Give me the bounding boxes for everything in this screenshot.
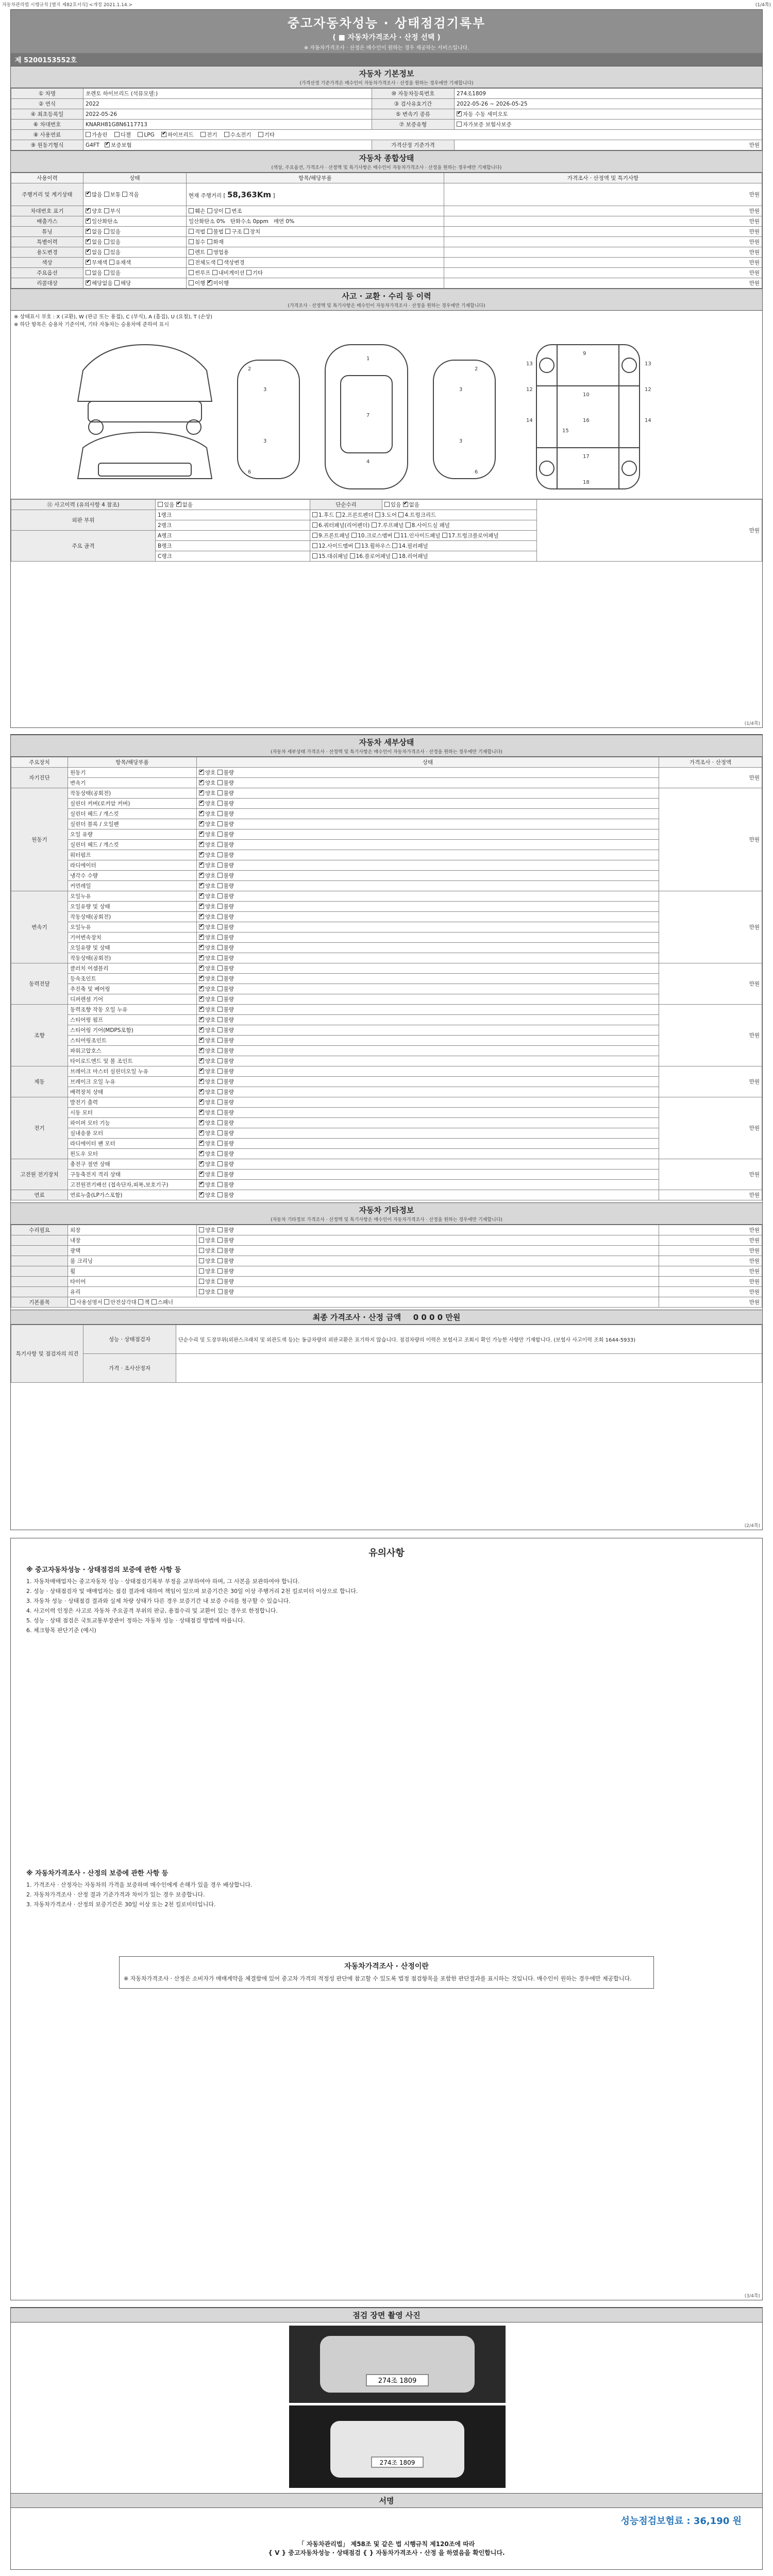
svg-text:9: 9 — [583, 351, 586, 357]
form-law-ref: 자동차관리법 시행규칙 [별지 제82호서식] <개정 2021.1.14.> — [2, 3, 133, 8]
detail-row: 오일유량 및 상태 ✔ 양호 불량 — [11, 943, 762, 953]
sign-header: 서명 — [11, 2493, 762, 2508]
detail-row: 커먼레일 ✔ 양호 불량 — [11, 881, 762, 891]
detail-row: 동력전달 클러치 어셈블리 ✔ 양호 불량 만원 — [11, 963, 762, 974]
detail-table: 주요장치 항목/해당부품 상태 가격조사 · 산정액 자기진단 원동기 ✔ 양호 불량 만원 변속기 ✔ 양호 불량 원동기 작동상태(공회전) ✔ 양호 불량 만원 실린더 커버(로커암 커버) ✔ 양호 불량 실린더 헤드 / 개스킷 ✔ 양호 불량 실린더 블록 / 오일팬 ✔ 양호 불량 오일 유량 ✔ 양호 불량 실린더 헤드 / 개스킷 ✔ 양호 불량 워터펌프 ✔ 양호 불량 라디에이터 ✔ 양호 불량 냉각수 수량 ✔ 양호 불량 커먼레일 ✔ 양호 불량 변속기 오일누유 ✔ 양호 불량 만원 오일유량 및 상태 ✔ 양호 불량 작동상태(공회전) ✔ 양호 불량 오일누유 ✔ 양호 불량 기어변속장치 ✔ 양호 불량 오일유량 및 상태 ✔ 양호 불량 작동상태(공회전) ✔ 양호 불량 동력전달 클러치 어셈블리 ✔ 양호 불량 만원 등속조인트 ✔ 양호 불량 추진축 및 베어링 ✔ 양호 불량 디퍼렌셜 기어 ✔ 양호 불량 조향 동력조향 작동 오일 누유 ✔ 양호 불량 만원 스티어링 펌프 ✔ 양호 불량 스티어링 기어(MDPS포함) ✔ 양호 불량 스티어링조인트 ✔ 양호 불량 파워고압호스 ✔ 양호 불량 타이로드엔드 및 볼 조인트 ✔ 양호 불량 제동 브레이크 마스터 실린더오일 누유 ✔ 양호 불량 만원 브레이크 오일 누유 ✔ 양호 불량 배력장치 상태 ✔ 양호 불량 전기 발전기 출력 ✔ 양호 불량 만원 시동 모터 ✔ 양호 불량 와이퍼 모터 기능 ✔ 양호 불량 실내송풍 모터 ✔ 양호 불량 라디에이터 팬 모터 ✔ 양호 불량 윈도우 모터 ✔ 양호 불량 고전원 전기장치 충전구 절연 상태 ✔ 양호 불량 만원 구동축전지 격리 상태 ✔ 양호 불량 고전원전기배선 (접속단자,피복,보호기구) ✔ 양호 불량 연료 연료누출(LP가스포함) ✔ 양호 불량 만원 — [11, 757, 762, 1200]
svg-text:18: 18 — [583, 480, 590, 485]
title-band — [11, 10, 762, 53]
svg-text:1: 1 — [366, 356, 370, 362]
detail-row: 스티어링조인트 ✔ 양호 불량 — [11, 1036, 762, 1046]
engine-type: G4FT ✔ 보증보험 — [83, 140, 372, 150]
detail-row: 디퍼렌셜 기어 ✔ 양호 불량 — [11, 994, 762, 1005]
detail-row: 실린더 헤드 / 개스킷 ✔ 양호 불량 — [11, 840, 762, 850]
detail-header: 자동차 세부상태 (자동차 세부상태 가격조사 · 산정액 및 특기사항은 매수인이 자동차가격조사 · 산정을 원하는 경우에만 기재합니다) — [11, 735, 762, 757]
svg-text:3: 3 — [459, 438, 463, 444]
page-count: (1/4쪽) — [755, 3, 771, 8]
plate-number: 274조1809 — [455, 89, 762, 99]
detail-row: 실내송풍 모터 ✔ 양호 불량 — [11, 1128, 762, 1139]
doc-note: ※ 자동차가격조사 · 산정은 매수인이 원하는 경우 제공하는 서비스입니다. — [304, 45, 469, 51]
basic-info-table — [11, 88, 762, 150]
detail-row: 원동기 작동상태(공회전) ✔ 양호 불량 만원 — [11, 788, 762, 799]
label: ⑥ 차대번호 — [11, 120, 83, 130]
basic-info-header: 자동차 기본정보 (가격산정 기준가격은 매수인이 자동차가격조사 · 산정을 원하는 경우에만 기재합니다) — [11, 66, 762, 88]
detail-row: 작동상태(공회전) ✔ 양호 불량 — [11, 953, 762, 963]
label: 가격산정 기준가격 — [372, 140, 455, 150]
insurance-fee: 성능점검보험료 : 36,190 원 — [620, 2516, 742, 2527]
page-4 — [10, 2307, 763, 2570]
page-2: 자동차 세부상태 (자동차 세부상태 가격조사 · 산정액 및 특기사항은 매수인이 자동차가격조사 · 산정을 원하는 경우에만 기재합니다) 주요장치 항목/해당부품 상태 가격조사 · 산정액 자기진단 원동기 ✔ 양호 불량 만원 변속기 ✔ 양호 불량 원동기 작동상태(공회전) ✔ 양호 불량 만원 실린더 커버(로커암 커버) ✔ 양호 불량 실린더 헤드 / 개스킷 ✔ 양호 불량 실린더 블록 / 오일팬 ✔ 양호 불량 오일 유량 ✔ 양호 불량 실린더 헤드 / 개스킷 ✔ 양호 불량 워터펌프 ✔ 양호 불량 라디에이터 ✔ 양호 불량 냉각수 수량 ✔ 양호 불량 커먼레일 ✔ 양호 불량 변속기 오일누유 ✔ 양호 불량 만원 오일유량 및 상태 ✔ 양호 불량 작동상태(공회전) ✔ 양호 불량 오일누유 ✔ 양호 불량 기어변속장치 ✔ 양호 불량 오일유량 및 상태 ✔ 양호 불량 작동상태(공회전) ✔ 양호 불량 동력전달 클러치 어셈블리 ✔ 양호 불량 만원 등속조인트 ✔ 양호 불량 추진축 및 베어링 ✔ 양호 불량 디퍼렌셜 기어 ✔ 양호 불량 조향 동력조향 작동 오일 누유 ✔ 양호 불량 만원 스티어링 펌프 ✔ 양호 불량 스티어링 기어(MDPS포함) ✔ 양호 불량 스티어링조인트 ✔ 양호 불량 파워고압호스 ✔ 양호 불량 타이로드엔드 및 볼 조인트 ✔ 양호 불량 제동 브레이크 마스터 실린더오일 누유 ✔ 양호 불량 만원 브레이크 오일 누유 ✔ 양호 불량 배력장치 상태 ✔ 양호 불량 전기 발전기 출력 ✔ 양호 불량 만원 시동 모터 ✔ 양호 불량 와이퍼 모터 기능 ✔ 양호 불량 실내송풍 모터 ✔ 양호 불량 라디에이터 팬 모터 ✔ 양호 불량 윈도우 모터 ✔ 양호 불량 고전원 전기장치 충전구 절연 상태 ✔ 양호 불량 만원 구동축전지 격리 상태 ✔ 양호 불량 고전원전기배선 (접속단자,피복,보호기구) ✔ 양호 불량 연료 연료누출(LP가스포함) ✔ 양호 불량 만원 자동차 기타정보 (자동차 기타정보 가격조사 · 산정액 및 특기사항은 매수인이 자동차가격조사 · 산정을 원하는 경우에만 기재합니다) 수리필요 외장 양호 불량 만원 내장 양호 불량 만원 광택 양호 불량 만원 룸 크리닝 양호 불량 만원 휠 양호 불량 만원 타이어 양호 불량 만원 유리 양호 불량 만원 기본품목 사용설명서 안전삼각대 잭 스패너 만원 최종 가격조사 · 산정 금액 0 0 0 0 만원 특기사항 및 점검자의 의견 성능 · 상태점검자 단순수리 및 도장부위(외판스크래치 및 외관도색 등)는 동급차량의 외판교환은 표기하지 않습니다. 점검차량의 이력은 보험사고 조회시 확인 가능한 사항만 기재합니다. (보험사 사고이력 조회 1644-5933) 가격 · 조사산정자 (2/4쪽) — [10, 734, 763, 1530]
detail-row: 라디에이터 팬 모터 ✔ 양호 불량 — [11, 1139, 762, 1149]
transmission-type: ✔ 자동 수동 세미오토 — [455, 109, 762, 120]
document-number: 제 5200153552호 — [11, 53, 762, 66]
car-damage-diagram — [11, 329, 762, 499]
detail-row: 실린더 헤드 / 개스킷 ✔ 양호 불량 — [11, 809, 762, 819]
label: ⑤ 변속기 종류 — [372, 109, 455, 120]
svg-text:10: 10 — [583, 392, 590, 398]
detail-row: 연료 연료누출(LP가스포함) ✔ 양호 불량 만원 — [11, 1190, 762, 1200]
detail-row: 스티어링 기어(MDPS포함) ✔ 양호 불량 — [11, 1025, 762, 1036]
first-registration: 2022-05-26 — [83, 109, 372, 120]
svg-text:14: 14 — [526, 418, 533, 423]
page-3: 유의사항 ※ 중고자동차성능 · 상태점검의 보증에 관한 사항 등 1. 자동차매매업자는 중고자동차 성능 · 상태점검기록부 부정을 교부하여야 하며, 그 사본을 보관하여야 합니다. 2. 성능 · 상태점검자 및 매매업자는 점검 결과에 대하여 책임이 있으며 보증기간은 30일 이상 주행거리 2천 킬로미터 이상으로 합니다. 3. 자동차 성능 · 상태점검 결과와 실제 차량 상태가 다른 경우 보증기간 내 보증 수리를 청구할 수 있습니다. 4. 사고이력 인정은 사고로 자동차 주요골격 부위의 판금, 용접수리 및 교환이 있는 경우로 한정합니다. 5. 성능 · 상태 점검은 국토교통부장관이 정하는 자동차 성능 · 상태점검 방법에 따릅니다. 6. 체크항목 판단기준 (예시) ※ 자동차가격조사 · 산정의 보증에 관한 사항 등 1. 가격조사 · 산정자는 자동차의 가격을 보증하며 매수인에게 손해가 있을 경우 배상합니다. 2. 자동차가격조사 · 산정 결과 기준가격과 차이가 있는 경우 보증합니다. 3. 자동차가격조사 · 산정의 보증기간은 30일 이상 또는 2천 킬로미터입니다. 자동차가격조사 · 산정이란 ※ 자동차가격조사 · 산정은 소비자가 매매계약을 체결함에 있어 중고차 가격의 적정성 판단에 참고할 수 있도록 법정 점검항목을 포함한 판단결과를 표시하는 것입니다. 매수인이 원하는 경우에만 제공합니다. (3/4쪽) — [10, 1538, 763, 2300]
svg-text:2: 2 — [475, 366, 478, 372]
page-header — [2, 1, 771, 8]
accident-header: 사고 · 교환 · 수리 등 이력 (가격조사 · 산정액 및 특기사항은 매수인이 자동차가격조사 · 산정을 원하는 경우에만 기재합니다) — [11, 289, 762, 311]
svg-text:6: 6 — [248, 469, 251, 475]
detail-row: 변속기 ✔ 양호 불량 — [11, 778, 762, 788]
law-statement: 「 자동차관리법」 제58조 및 같은 법 시행규칙 제120조에 따라 { V } 중고자동차성능 · 상태점검 { } 자동차가격조사 · 산정 을 하였음을 확인합니다. — [268, 2540, 505, 2556]
detail-row: 추진축 및 베어링 ✔ 양호 불량 — [11, 984, 762, 994]
detail-row: 배력장치 상태 ✔ 양호 불량 — [11, 1087, 762, 1097]
photo-header: 점검 장면 촬영 사진 — [11, 2308, 762, 2323]
price-info-box: 자동차가격조사 · 산정이란 ※ 자동차가격조사 · 산정은 소비자가 매매계약을 체결함에 있어 중고차 가격의 적정성 판단에 참고할 수 있도록 법정 점검항목을 포함한 판단결과를 표시하는 것입니다. 매수인이 원하는 경우에만 제공합니다. — [119, 1956, 654, 1989]
inspection-period: 2022-05-26 ~ 2026-05-25 — [455, 99, 762, 109]
detail-row: 오일누유 ✔ 양호 불량 — [11, 922, 762, 933]
label: ⑩ 자동차등록번호 — [372, 89, 455, 99]
detail-row: 고전원전기배선 (접속단자,피복,보호기구) ✔ 양호 불량 — [11, 1180, 762, 1190]
detail-row: 라디에이터 ✔ 양호 불량 — [11, 860, 762, 871]
svg-text:13: 13 — [526, 361, 533, 367]
fuel-options: 가솔린 디젤 LPG ✔ 하이브리드 전기 수소전기 기타 — [83, 130, 762, 140]
detail-row: 작동상태(공회전) ✔ 양호 불량 — [11, 912, 762, 922]
etc-table: 수리필요 외장 양호 불량 만원 내장 양호 불량 만원 광택 양호 불량 만원 룸 크리닝 양호 불량 만원 휠 양호 불량 만원 타이어 양호 불량 만원 유리 양호 불량 만원 기본품목 사용설명서 안전삼각대 잭 스패너 만원 — [11, 1225, 762, 1308]
detail-row: 구동축전지 격리 상태 ✔ 양호 불량 — [11, 1170, 762, 1180]
svg-text:7: 7 — [366, 413, 370, 418]
detail-row: 제동 브레이크 마스터 실린더오일 누유 ✔ 양호 불량 만원 — [11, 1066, 762, 1077]
accident-table: ⑪ 사고이력 (유의사항 4 참조) 있음 ✔ 없음 단순수리 있음 ✔ 없음 만원 외판 부위 1랭크 1.후드 2.프론트펜더 3.도어 4.트렁크리드 2랭크 6.쿼터패널(리어펜더) 7.루프패널 8.사이드실 패널 주요 골격 A랭크 9.프론트패널 10.크로스멤버 11.인사이드패널 17.트렁크플로어패널 B랭크 12.사이드멤버 13.휠하우스 14.필러패널 C랭크 15.대쉬패널 16.플로어패널 18.리어패널 — [11, 499, 762, 562]
svg-text:4: 4 — [366, 459, 370, 465]
detail-row: 워터펌프 ✔ 양호 불량 — [11, 850, 762, 860]
checkbox-hybrid — [161, 132, 166, 137]
model-year: 2022 — [83, 99, 372, 109]
odometer-value: 58,363Km — [227, 190, 272, 199]
doc-title: 중고자동차성능 · 상태점검기록부 — [287, 16, 486, 30]
detail-row: 등속조인트 ✔ 양호 불량 — [11, 974, 762, 984]
warranty-type: 자가보증 보험사보증 — [455, 120, 762, 130]
car-outline-svg — [11, 329, 763, 499]
svg-text:13: 13 — [645, 361, 651, 367]
etc-header: 자동차 기타정보 (자동차 기타정보 가격조사 · 산정액 및 특기사항은 매수인이 자동차가격조사 · 산정을 원하는 경우에만 기재합니다) — [11, 1202, 762, 1225]
detail-row: 오일 유량 ✔ 양호 불량 — [11, 829, 762, 840]
detail-row: 스티어링 펌프 ✔ 양호 불량 — [11, 1015, 762, 1025]
detail-row: 브레이크 오일 누유 ✔ 양호 불량 — [11, 1077, 762, 1087]
detail-row: 파워고압호스 ✔ 양호 불량 — [11, 1046, 762, 1056]
detail-row: 기어변속장치 ✔ 양호 불량 — [11, 933, 762, 943]
detail-row: 윈도우 모터 ✔ 양호 불량 — [11, 1149, 762, 1159]
label: ⑨ 원동기형식 — [11, 140, 83, 150]
car-name: 쏘렌토 하이브리드 (석뮤모델:) — [83, 89, 372, 99]
svg-text:274조 1809: 274조 1809 — [379, 2459, 415, 2466]
detail-row: 실린더 커버(로커암 커버) ✔ 양호 불량 — [11, 799, 762, 809]
svg-text:3: 3 — [459, 387, 463, 393]
label: ② 연식 — [11, 99, 83, 109]
detail-row: 조향 동력조향 작동 오일 누유 ✔ 양호 불량 만원 — [11, 1005, 762, 1015]
detail-row: 타이로드엔드 및 볼 조인트 ✔ 양호 불량 — [11, 1056, 762, 1066]
final-header: 최종 가격조사 · 산정 금액 0 0 0 0 만원 — [11, 1310, 762, 1325]
svg-text:2: 2 — [248, 366, 251, 372]
detail-row: 자기진단 원동기 ✔ 양호 불량 만원 — [11, 768, 762, 778]
summary-header: 자동차 종합상태 (색상, 주요옵션, 가격조사 · 산정액 및 특기사항은 매수인이 자동차가격조사 · 산정을 원하는 경우에만 기재합니다) — [11, 150, 762, 173]
detail-row: 전기 발전기 출력 ✔ 양호 불량 만원 — [11, 1097, 762, 1108]
checkbox-auto — [457, 111, 462, 116]
svg-text:12: 12 — [645, 387, 651, 393]
detail-row: 고전원 전기장치 충전구 절연 상태 ✔ 양호 불량 만원 — [11, 1159, 762, 1170]
svg-text:15: 15 — [562, 428, 569, 434]
label: ① 차명 — [11, 89, 83, 99]
svg-text:3: 3 — [263, 438, 267, 444]
svg-text:274조 1809: 274조 1809 — [378, 2377, 417, 2385]
label: ④ 최초등록일 — [11, 109, 83, 120]
accident-legend: ※ 상태표시 부호 : X (교환), W (판금 또는 용접), C (부식), A (흠집), U (요철), T (손상) ※ 하단 항목은 승용차 기준이며, 기타 자동차는 승용차에 준하여 표시 — [14, 314, 213, 328]
page-1: 중고자동차성능 · 상태점검기록부 ( ■ 자동차가격조사 · 산정 선택 ) ※ 자동차가격조사 · 산정은 매수인이 원하는 경우 제공하는 서비스입니다. 제 5200153552호 자동차 기본정보 (가격산정 기준가격은 매수인이 자동차가격조사 · 산정을 원하는 경우에만 기재합니다) ① 차명 쏘렌토 하이브리드 (석뮤모델:) ⑩ 자동차등록번호 274조1809 ② 연식 2022 ③ 검사유효기간 2022-05-26 ~ 2026-05-25 ④ 최초등록일 2022-05-26 ⑤ 변속기 종류 ✔ 자동 수동 세미오토 ⑥ 차대번호 KNARH81G8N6117713 ⑦ 보증유형 자가보증 보험사보증 ⑧ 사용연료 가솔린 디젤 LPG ✔ 하이브리드 전기 수소전기 기타 ⑨ 원동기형식 G4FT ✔ 보증보험 가격산정 기준가격 만원 자동차 종합상태 (색상, 주요옵션, 가격조사 · 산정액 및 특기사항은 매수인이 자동차가격조사 · 산정을 원하는 경우에만 기재합니다) 사용이력 상태 항목/해당부품 가격조사 · 산정액 및 특기사항 주행거리 및 계기상태 ✔ 많음 보통 적음 현재 주행거리 [ 58,363Km ] 만원 차대번호 표기 ✔ 양호 부식 훼손 상이 변조 만원 배출가스 ✔ 일산화탄소 일산화탄소 0% 탄화수소 0ppm 매연 0% 만원 튜닝 ✔ 없음 있음 적법 불법 구조 장치 만원 특별이력 ✔ 없음 있음 침수 화재 만원 용도변경 ✔ 없음 있음 렌트 영업용 만원 색상 ✔ 무채색 유채색 전체도색 색상변경 만원 주요옵션 없음 있음 썬루프 내비게이션 기타 만원 리콜대상 ✔ 해당없음 해당 이행 ✔미이행 만원 사고 · 교환 · 수리 등 이력 (가격조사 · 산정액 및 특기사항은 매수인이 자동차가격조사 · 산정을 원하는 경우에만 기재합니다) ※ 상태표시 부호 : X (교환), W (판금 또는 용접), C (부식), A (흠집), U (요철), T (손상) ※ 하단 항목은 승용차 기준이며, 기타 자동차는 승용차에 준하여 표시 1 4 7 3 3 3 3 2 2 6 6 9 10 16 18 13 13 14 14 12 12 17 15 ⑪ 사고이력 (유의사항 4 참조) 있음 ✔ 없음 단순수리 있음 ✔ 없음 만원 외판 부위 1랭크 1.후드 2.프론트펜더 3.도어 4.트렁크리드 2랭크 6.쿼터패널(리어펜더) 7.루프패널 8.사이드실 패널 주요 골격 A랭크 9.프론트패널 10.크로스멤버 11.인사이드패널 17.트렁크플로어패널 B랭크 12.사이드멤버 13.휠하우스 14.필러패널 C랭크 15.대쉬패널 16.플로어패널 18.리어패널 (1/4쪽) — [10, 9, 763, 728]
label: ③ 검사유효기간 — [372, 99, 455, 109]
detail-row: 실린더 블록 / 오일팬 ✔ 양호 불량 — [11, 819, 762, 829]
front-photo — [289, 2326, 506, 2403]
svg-text:14: 14 — [645, 418, 651, 423]
notice-title: 유의사항 — [368, 1548, 405, 1558]
vin: KNARH81G8N6117713 — [83, 120, 372, 130]
svg-text:17: 17 — [583, 454, 590, 460]
opinion-table: 특기사항 및 점검자의 의견 성능 · 상태점검자 단순수리 및 도장부위(외판스크래치 및 외관도색 등)는 동급차량의 외판교환은 표기하지 않습니다. 점검차량의 이력은 보험사고 조회시 확인 가능한 사항만 기재합니다. (보험사 사고이력 조회 1644-5933) 가격 · 조사산정자 — [11, 1325, 762, 1383]
svg-text:12: 12 — [526, 387, 533, 393]
label: ⑧ 사용연료 — [11, 130, 83, 140]
detail-row: 와이퍼 모터 기능 ✔ 양호 불량 — [11, 1118, 762, 1128]
rear-photo — [289, 2405, 506, 2488]
doc-subtitle: ( ■ 자동차가격조사 · 산정 선택 ) — [332, 33, 441, 42]
price-unit: 만원 — [455, 140, 762, 150]
label: ⑦ 보증유형 — [372, 120, 455, 130]
detail-row: 변속기 오일누유 ✔ 양호 불량 만원 — [11, 891, 762, 902]
svg-text:3: 3 — [263, 387, 267, 393]
detail-row: 냉각수 수량 ✔ 양호 불량 — [11, 871, 762, 881]
svg-text:6: 6 — [475, 469, 478, 475]
summary-table: 사용이력 상태 항목/해당부품 가격조사 · 산정액 및 특기사항 주행거리 및 계기상태 ✔ 많음 보통 적음 현재 주행거리 [ 58,363Km ] 만원 차대번호 표기 ✔ 양호 부식 훼손 상이 변조 만원 배출가스 ✔ 일산화탄소 일산화탄소 0% 탄화수소 0ppm 매연 0% 만원 튜닝 ✔ 없음 있음 적법 불법 구조 장치 만원 특별이력 ✔ 없음 있음 침수 화재 만원 용도변경 ✔ 없음 있음 렌트 영업용 만원 색상 ✔ 무채색 유채색 전체도색 색상변경 만원 주요옵션 없음 있음 썬루프 내비게이션 기타 만원 리콜대상 ✔ 해당없음 해당 이행 ✔미이행 만원 — [11, 173, 762, 289]
detail-row: 오일유량 및 상태 ✔ 양호 불량 — [11, 902, 762, 912]
svg-text:16: 16 — [583, 418, 590, 423]
detail-row: 시동 모터 ✔ 양호 불량 — [11, 1108, 762, 1118]
